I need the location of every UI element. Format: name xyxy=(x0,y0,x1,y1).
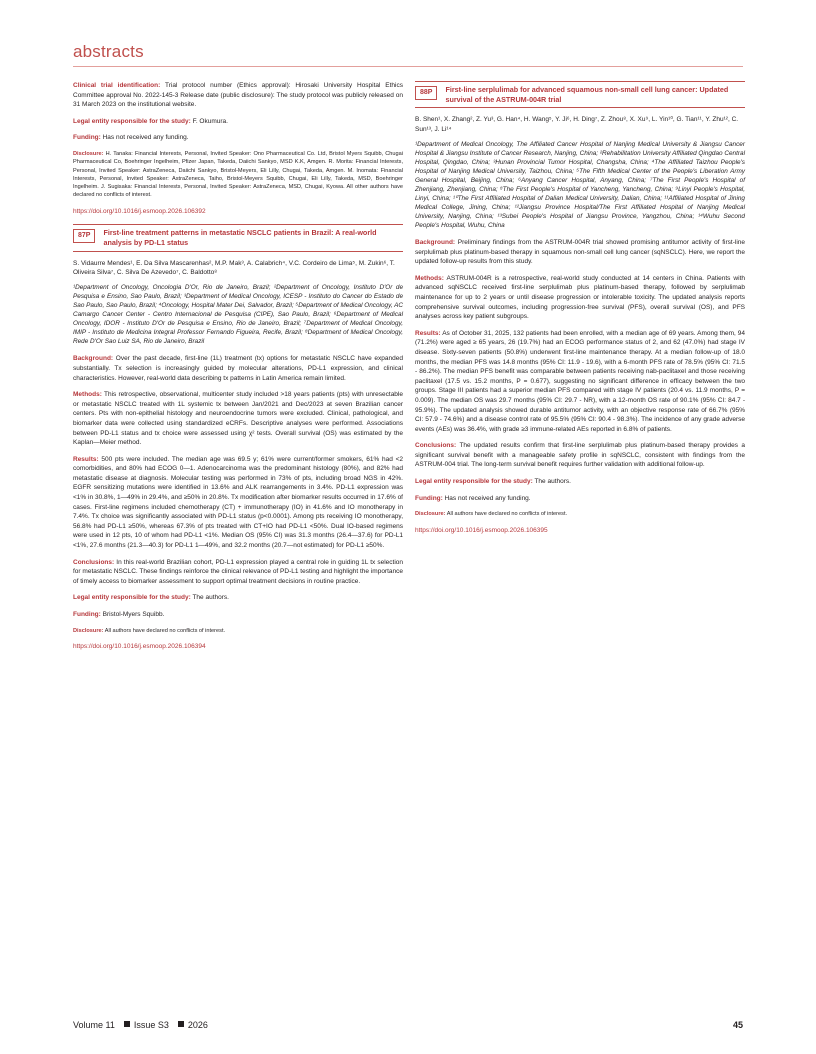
label: Clinical trial identification: xyxy=(73,82,161,89)
methods xyxy=(73,390,403,448)
trial-identification xyxy=(73,81,403,110)
abstract-id-badge: 88P xyxy=(415,86,437,100)
volume: Volume 11 xyxy=(73,1020,115,1030)
funding xyxy=(415,494,745,504)
author-list: B. Shen¹, X. Zhang², Z. Yu³, G. Han⁴, H. Wang⁵, Y. Ji⁶, H. Ding⁷, Z. Zhou⁸, X. Xu⁹, L. Yin¹⁰, G. Tian¹¹, Y. Zhu¹², C. Sun¹³, J. Li¹⁴ xyxy=(415,116,739,133)
text: The updated results confirm that first-line serplulimab plus platinum-based therapy provides a significant survival benefit with a manageable safety profile in sqNSCLC, consistent with findings from the ASTRUM-004 trial. The long-term survival benefit requires further validation with additional follow-up. xyxy=(415,442,745,469)
legal-entity xyxy=(73,117,403,127)
abstract-87p-header xyxy=(73,224,403,251)
text: As of October 31, 2025, 132 patients had been enrolled, with a median age of 69 years. Among them, 94 (71.2%) were aged ≥ 65 years, 26 (19.7%) had an ECOG performance status of 2, and 62 (47.0%) had stage IV disease. Sixty-seven patients (50.8%) underwent first-line maintenance therapy. At a median follow-up of 18.0 months, the median PFS was 14.8 months (95% CI: 11.9 - 19.6), with a 6-month PFS rate of 78.5% (95% CI: 71.5 - 86.2%). The median PFS benefit was comparable between patients receiving nab-paclitaxel and those receiving paclitaxel (17.5 vs. 15.2 months, P = 0.677), suggesting no significant difference in efficacy between the two groups. Stage III patients had a superior median PFS compared with stage IV patients (20.4 vs. 11.9 months, P = 0.009). The median OS was 29.7 months (95% CI: 29.7 - NR), with a 12-month OS rate of 90.1% (95% CI: 84.7 - 95.9%). The updated analysis showed durable antitumor activity, with an objective response rate of 66.7% (95% CI: 57.9 - 74.6%) and a disease control rate of 95.5% (95% CI: 90.4 - 98.3%). The incidence of any grade adverse events (AEs) was 36.4%, with grade ≥3 immune-related AEs reported in 6.8% of patients. xyxy=(415,329,745,433)
funding xyxy=(73,610,403,620)
label: Results: xyxy=(415,329,441,337)
results xyxy=(73,455,403,551)
text: In this real-world Brazilian cohort, PD-L1 expression played a central role in guiding 1L tx selection for metastatic NSCLC. These findings reinforce the clinical relevance of PD-L1 testing and highlight the importance of timely access to biomarker assessment to support optimal treatment decisions in routine practice. xyxy=(73,558,404,585)
abstract-title: First-line serplulimab for advanced squamous non-small cell lung cancer: Updated survival of the ASTRUM-004R trial xyxy=(445,85,729,104)
left-column xyxy=(73,81,403,658)
text: Trial protocol number (Ethics approval): Hirosaki University Hospital Ethics Committee approval No. 2022-145-3 Release date (public disclosure): The study protocol was publicly released on 31 March 2023 on the institutional website. xyxy=(73,82,403,109)
background xyxy=(73,354,403,383)
issue: Issue S3 xyxy=(133,1020,169,1030)
issue-info xyxy=(73,1020,212,1030)
abstract-88p-header xyxy=(415,81,745,108)
conclusions xyxy=(415,441,745,470)
label: Disclosure: xyxy=(415,511,446,518)
methods xyxy=(415,274,745,322)
affiliations: ¹Department of Oncology, Oncologia D'Or, Rio de Janeiro, Brazil; ²Department of Oncology, Instituto D'Or de Pesquisa e Ensino, Sao Paulo, Brazil; ³Department of Medical Oncology, ICESP - Instituto do Cancer do Estado de Sao Paulo, Sao Paulo, Brazil; ⁴Oncology, Hospital Mater Dei, Salvador, Brazil; ⁵Department of Medical Oncology, AC Camargo Cancer Center - Centro Internacional de Pesquisa (CIPE), Sao Paulo, Brazil; ⁶Department of Medical Oncology, IDOR - Instituto D'Or de Pesquisa e Ensino, Rio de Janeiro, Brazil; ⁷Department of Medical Oncology, IMIP - Instituto de Medicina Integral Professor Fernando Figueira, Recife, Brazil; ⁸Department of Medical Oncology, Rede D'Or Sao Luiz SA, Rio de Janeiro, Brazil xyxy=(73,284,403,346)
text: ASTRUM-004R is a retrospective, real-world study conducted at 14 centers in China. Patients with advanced sqNSCLC received first-line serplulimab plus platinum-based therapy, followed by serplulimab maintenance for up to 2 years or until disease progression or intolerable toxicity. The updated analysis reports comprehensive survival outcomes, including progression-free survival (PFS), overall survival (OS), and PFS analyses across key patient subgroups. xyxy=(415,274,745,321)
conclusions xyxy=(73,558,403,587)
legal-entity xyxy=(73,593,403,603)
label: Legal entity responsible for the study: xyxy=(73,117,191,125)
right-column xyxy=(415,81,745,542)
text: The authors. xyxy=(192,594,229,602)
label: Conclusions: xyxy=(415,442,457,450)
text: All authors have declared no conflicts of interest. xyxy=(446,511,568,518)
label: Funding: xyxy=(415,494,443,502)
page-header-title: abstracts xyxy=(73,42,144,61)
text: Over the past decade, first-line (1L) treatment (tx) options for metastatic NSCLC have expanded substantially. Tx selection is increasingly guided by molecular alterations, PD-L1 expression, and clinical characteristics. However, real-world data describing tx patterns in Latin America remain limited. xyxy=(73,355,403,382)
year: 2026 xyxy=(187,1020,208,1030)
affiliations: ¹Department of Medical Oncology, The Affiliated Cancer Hospital of Nanjing Medical University & Jiangsu Cancer Hospital & Jiangsu Institute of Cancer Research, Nanjing, China; ²Rehabilitation University Affiliated Qingdao Central Hospital, Qingdao, China; ³Hunan Provincial Tumor Hospital, Changsha, China; ⁴The Affiliated Taizhou People's Hospital of Nanjing Medical University, Taizhou, China; ⁵The Fifth Medical Center of the People's Liberation Army General Hospital, Beijing, China; ⁶Anyang Cancer Hospital, Anyang, China; ⁷The First People's Hospital of Zhenjiang, Zhenjiang, China; ⁸The First People's Hospital of Yancheng, Yancheng, China; ⁹Linyi People's Hospital, Linyi, China; ¹⁰The First Affiliated Hospital of Dalian Medical University, Dalian, China; ¹¹Affiliated Hospital of Jining Medical College, Jining, China; ¹²Jiangsu Province Hospital/The First Affiliated Hospital of Nanjing Medical University, Nanjing, China; ¹³Subei People's Hospital of Jiangsu Province, Yangzhou, China; ¹⁴Wuhu Second People's Hospital, Wuhu, China xyxy=(415,141,745,229)
text: H. Tanaka: Financial Interests, Personal, Invited Speaker: Ono Pharmaceutical Co. Ltd, Bristol Myers Squibb, Chugai Pharmaceutical Co, Boehringer Ingelheim, Pfizer Japan, Takeda, Daiichi Sankyo, MSD K.K, Amgen. R. Morita: Financial Interests, Personal, Invited Speaker: AstraZeneca, Daiichi Sankyo, Bristol-Meyers, Eli Lilly, Chugai, Takeda, Amgen. M. Inomata: Financial Interests, Personal, Invited Speaker: AstraZeneca, Taiho, Bristol-Meyers Squibb, Chugai, Eli Lilly, Takeda, MSD, Boehringer Ingelheim. J. Sugisaka: Financial Interests, Personal, Invited Speaker: AstraZeneca, MSD, Chugai, Kyowa. All other authors have declared no conflicts of interest. xyxy=(73,150,403,199)
text: F. Okumura. xyxy=(192,117,228,125)
text: The authors. xyxy=(534,478,571,486)
abstract-id-badge: 87P xyxy=(73,229,95,243)
header-rule xyxy=(73,66,743,67)
square-separator-icon xyxy=(178,1021,184,1027)
text: Bristol-Myers Squibb. xyxy=(102,611,165,618)
label: Conclusions: xyxy=(73,558,115,566)
text: 500 pts were included. The median age was 69.5 y; 61% were current/former smokers, 61% had <2 comorbidities, and 80% had ECOG 0—1. Adenocarcinoma was the predominant histology (80%), and 82% had metastatic disease at diagnosis. Molecular testing was performed in 73% of pts, including broad NGS in 42%. EGFR sensitizing mutations were identified in 13.6% and ALK rearrangements in 3.4%. PD-L1 expression was <1% in 30.8%, 1—49% in 29.4%, and ≥50% in 20.8%. Tx modification after biomarker results occurred in 17.6% of cases. First-line regimens included chemotherapy (CT) + immunotherapy (IO) in 41.6% and IO monotherapy in 7.4%. Tx choice was significantly associated with PD-L1 status (p<0.0001). Among pts receiving IO monotherapy, 56.8% had PD-L1 ≥50%, whereas 67.3% of pts treated with CT+IO had PD-L1 <50%. Dual IO-based regimens were used in 12 pts, 10 of whom had PD-L1 <1%. Median OS (95% CI) was 31.3 months (26.4—37.6) for PD-L1 <1%, 27.6 months (21.3—40.3) for PD-L1 1—49%, and 32.2 months (20.7—not estimated) for PD-L1 ≥50%. xyxy=(73,455,403,550)
disclosure xyxy=(73,627,403,635)
label: Legal entity responsible for the study: xyxy=(415,478,533,486)
text: Has not received any funding. xyxy=(102,134,189,142)
label: Background: xyxy=(415,239,456,246)
text: This retrospective, observational, multicenter study included >18 years patients (pts) with unresectable or metastatic NSCLC treated with 1L systemic tx between Jan/2021 and Dec/2023 at seven Brazilian cancer centers. Pts with non-epithelial histology and neuroendocrine tumors were excluded. Clinical, pathological, and biomarker data were collected using standardized eCRFs. Descriptive analyses were performed. Associations between PD-L1 status and tx choice were assessed using χ² tests. Overall survival (OS) was estimated by the Kaplan—Meier method. xyxy=(73,391,403,447)
doi-link-106395[interactable]: https://doi.org/10.1016/j.esmoop.2026.106395 xyxy=(415,526,548,534)
label: Methods: xyxy=(73,391,102,399)
label: Funding: xyxy=(73,134,101,142)
text: Preliminary findings from the ASTRUM-004R trial showed promising antitumor activity of first-line serplulimab plus platinum-based therapy in squamous non-small cell lung cancer (sqNSCLC). Here, we report the updated follow-up results from this study. xyxy=(415,239,745,266)
doi-link-106392[interactable]: https://doi.org/10.1016/j.esmoop.2026.106392 xyxy=(73,207,206,215)
label: Methods: xyxy=(415,274,444,282)
square-separator-icon xyxy=(124,1021,130,1027)
label: Funding: xyxy=(73,611,101,618)
results xyxy=(415,329,745,435)
disclosure xyxy=(73,150,403,200)
label: Disclosure: xyxy=(73,150,104,157)
funding xyxy=(73,133,403,143)
abstract-title: First-line treatment patterns in metastatic NSCLC patients in Brazil: A real-world analysis by PD-L1 status xyxy=(103,228,377,247)
label: Results: xyxy=(73,455,99,463)
label: Disclosure: xyxy=(73,627,104,634)
text: All authors have declared no conflicts of interest. xyxy=(104,627,226,634)
label: Legal entity responsible for the study: xyxy=(73,594,191,602)
page-footer xyxy=(73,1020,743,1030)
doi-link-106394[interactable]: https://doi.org/10.1016/j.esmoop.2026.106394 xyxy=(73,642,206,650)
legal-entity xyxy=(415,477,745,487)
disclosure xyxy=(415,510,745,518)
label: Background: xyxy=(73,355,114,363)
text: Has not received any funding. xyxy=(444,494,531,502)
background xyxy=(415,238,745,267)
page-number: 45 xyxy=(732,1020,743,1030)
author-list: S. Vidaurre Mendes¹, E. Da Silva Mascarenhas², M.P. Mak³, A. Calabrich⁴, V.C. Cordeiro de Lima⁵, M. Zukin⁶, T. Oliveira Silva⁷, C. Silva De Azevedo⁷, C. Baldotto⁸ xyxy=(73,259,395,276)
